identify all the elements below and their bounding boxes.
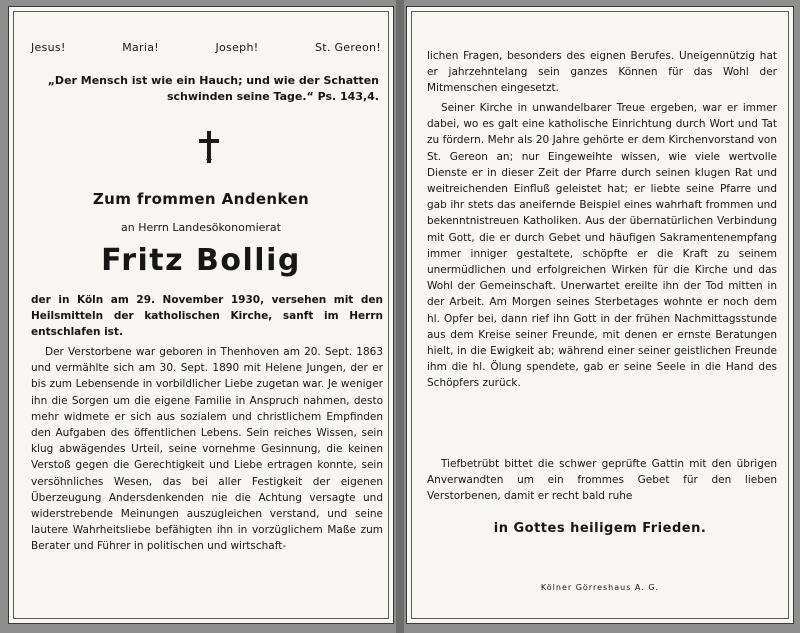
- printer-imprint: Kölner Görreshaus A. G.: [540, 583, 660, 592]
- cross-icon: [194, 129, 224, 165]
- right-page: [406, 6, 794, 624]
- closing-line: in Gottes heiligem Frieden.: [493, 521, 707, 536]
- left-page: [8, 6, 394, 624]
- in-memory-heading: Zum frommen Andenken: [92, 190, 310, 208]
- invocation-joseph: Joseph!: [215, 41, 259, 54]
- biography-paragraph: Der Verstorbene war geboren in Thenhoven am 20. Sept. 1863 und vermählte sich am 30. Sept. 1890 mit Helene Jungen, der er bis zum Lebensende in vorbildlicher Liebe zugetan war. Je weniger ihn die Sorgen um die eigene Familie in Anspruch nahmen, desto mehr widmete er sich aus sozialem und christlichem Empfinden den Aufgaben des öffentlichen Lebens. Sein reiches Wissen, sein klug abwägendes Urteil, seine vornehme Gesinnung, die keinen Verstoß gegen die Gerechtigkeit und Liebe ertragen konnte, sein versöhnliches Wesen, das bei aller Festigkeit der eigenen Überzeugung Andersdenkenden nie die Achtung versagte und widerstrebende Meinungen auszugleichen verstand, und seine lautere Wahrheitsliebe befähigten ihn in vorzüglichem Maße zum Berater und Führer in politischen und wirtschaft-: [31, 346, 383, 553]
- church-paragraph: Seiner Kirche in unwandelbarer Treue ergeben, war er immer dabei, wo es galt eine katholische Einrichtung durch Wort und Tat zu fördern. Mehr als 20 Jahre gehörte er dem Kirchenvorstand von St. Gereon an; nur Eingeweihte wissen, wie viele wertvolle Dienste er in dieser Zeit der Pfarre durch seinen klugen Rat und weitreichenden Einfluß geleistet hat; er liebte seine Pfarre und gab ihr stets das aneifernde Beispiel eines wahrhaft frommen und bekenntnistreuen Katholiken. Aus der übernatürlichen Verbindung mit Gott, die er durch Gebet und häufigen Sakramentenempfang immer inniger gestaltete, schöpfte er die Kraft zu seinem unermüdlichen und erfolgreichen Wirken für die Kirche und das Wohl der Gemeinschaft. Unerwartet ereilte ihn der Tod mitten in der Arbeit. Am Morgen seines Sterbetages wohnte er noch dem hl. Opfer bei, dann rief ihn Gott in der frühen Nachmittagsstunde aus dem Kreise seiner Freunde, mit denen er ernste Beratungen hielt, in die Ewigkeit ab; während einer seiner geistlichen Freunde ihm die hl. Ölung spendete, gab er seine Seele in die Hand des Schöpfers zurück.: [427, 102, 777, 390]
- prayer-request-paragraph: Tiefbetrübt bittet die schwer geprüfte Gattin mit den übrigen Anverwandten um ein frommes Gebet für den lieben Verstorbenen, damit er recht bald ruhe: [427, 458, 777, 503]
- dedication-line: an Herrn Landesökonomierat: [121, 221, 281, 234]
- invocation-st-gereon: St. Gereon!: [314, 41, 381, 54]
- death-notice-paragraph: der in Köln am 29. November 1930, versehen mit den Heilsmitteln der katholischen Kirche, sanft im Herrn entschlafen ist.: [31, 294, 383, 339]
- biography-continuation: lichen Fragen, besonders des eignen Berufes. Uneigennützig hat er jahrzehntelang sein ganzes Können für das Wohl der Mitmenschen eingesetzt.: [427, 50, 777, 95]
- invocation-names: [31, 41, 381, 54]
- card-fold: [396, 0, 404, 633]
- invocation-jesus: Jesus!: [31, 41, 66, 54]
- psalm-quote: „Der Mensch ist wie ein Hauch; und wie der Schatten schwinden seine Tage.“ Ps. 143,4.: [47, 74, 379, 103]
- deceased-name: Fritz Bollig: [101, 243, 301, 278]
- invocation-maria: Maria!: [122, 41, 159, 54]
